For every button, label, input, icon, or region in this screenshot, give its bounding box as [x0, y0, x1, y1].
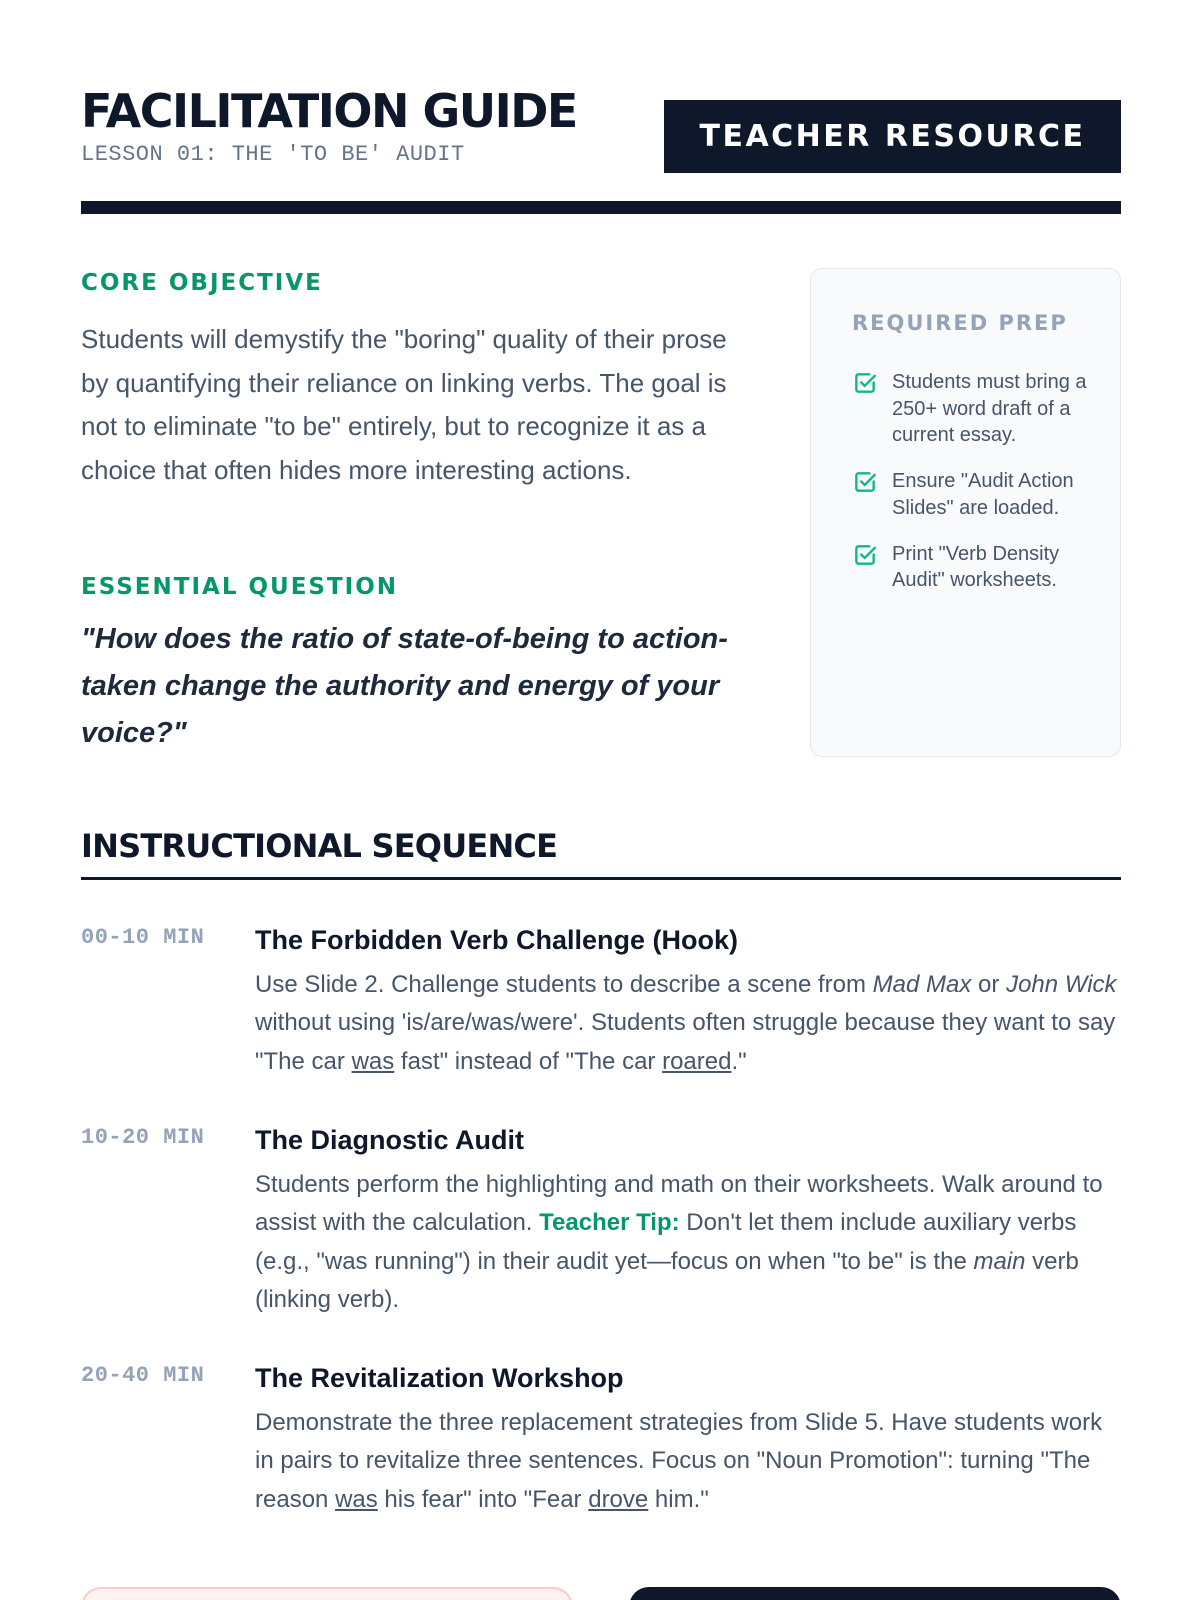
step-body — [255, 1363, 1119, 1519]
header-divider — [81, 201, 1121, 214]
step-time: 00-10 MIN — [81, 925, 205, 950]
step-title: The Diagnostic Audit — [255, 1125, 524, 1155]
underlined-verb: was — [351, 1047, 395, 1075]
film-title: John Wick — [1006, 971, 1117, 998]
step-description — [255, 1166, 1119, 1319]
page-header — [81, 84, 1121, 214]
step-text: Use Slide 2. Challenge students to describe a scene from — [255, 971, 873, 998]
instructional-sequence-title: INSTRUCTIONAL SEQUENCE — [81, 827, 558, 865]
prep-item — [852, 468, 1092, 521]
warning-card — [81, 1587, 573, 1600]
prep-item — [852, 541, 1092, 594]
step-time: 20-40 MIN — [81, 1363, 205, 1388]
step-text: ." — [731, 1047, 747, 1075]
facilitation-guide-page — [81, 0, 1121, 1600]
step-title: The Forbidden Verb Challenge (Hook) — [255, 925, 739, 955]
step-body — [255, 1125, 1119, 1319]
essential-question-text: "How does the ratio of state-of-being to action-taken change the authority and energy of your voice?" — [81, 623, 728, 749]
step-text: his fear" into "Fear — [377, 1485, 589, 1513]
essential-question-label: ESSENTIAL QUESTION — [81, 574, 399, 600]
step-text: him." — [648, 1485, 709, 1513]
step-title: The Revitalization Workshop — [255, 1363, 624, 1393]
teacher-tip-label: Teacher Tip: — [539, 1209, 680, 1237]
checkbox-checked-icon — [852, 542, 878, 568]
step-description — [255, 966, 1119, 1081]
prep-item-text: Ensure "Audit Action Slides" are loaded. — [892, 470, 1074, 519]
underlined-verb: roared — [662, 1047, 732, 1075]
lesson-subtitle: LESSON 01: THE 'TO BE' AUDIT — [81, 142, 465, 167]
film-title: Mad Max — [872, 971, 972, 998]
step-text: fast" instead of "The car — [394, 1047, 663, 1075]
underlined-verb: drove — [588, 1485, 649, 1513]
step-text: or — [971, 971, 1007, 998]
teacher-resource-badge: TEACHER RESOURCE — [664, 100, 1121, 173]
step-text: Demonstrate the three replacement strategies from Slide 5. Have students work in pairs to revitalize three sentences. Focus on "Noun Promotion": turning "The reason — [255, 1409, 1103, 1513]
prep-item — [852, 369, 1092, 449]
prep-item-text: Print "Verb Density Audit" worksheets. — [892, 542, 1060, 592]
step-text: Don't let them include auxiliary verbs (e.g., "was running") in their audit yet—focus on when "to be" is the — [255, 1209, 1077, 1275]
underlined-verb: was — [335, 1485, 378, 1513]
required-prep-title: REQUIRED PREP — [852, 311, 1068, 335]
step-text: Students perform the highlighting and math on their worksheets. Walk around to assist with the calculation. — [255, 1171, 1103, 1237]
prep-list — [852, 369, 1092, 613]
step-time: 10-20 MIN — [81, 1125, 205, 1150]
page-title: FACILITATION GUIDE — [81, 84, 577, 138]
step-body — [255, 925, 1119, 1081]
prep-item-text: Students must bring a 250+ word draft of a current essay. — [892, 371, 1087, 447]
checkbox-checked-icon — [852, 469, 878, 495]
step-text: verb (linking verb). — [255, 1247, 1079, 1313]
checkbox-checked-icon — [852, 370, 878, 396]
emphasis-text: main — [973, 1247, 1026, 1275]
core-objective-label: CORE OBJECTIVE — [81, 270, 323, 296]
required-prep-card — [810, 268, 1121, 757]
step-description — [255, 1404, 1119, 1519]
step-text: without using 'is/are/was/were'. Students often struggle because they want to say "The car — [255, 1009, 1116, 1075]
core-objective-text: Students will demystify the "boring" quality of their prose by quantifying their reliance on linking verbs. The goal is not to eliminate "to be" entirely, but to recognize it as a choice that often hides more interesting actions. — [81, 324, 727, 485]
dark-card — [629, 1587, 1121, 1600]
sequence-divider — [81, 877, 1121, 880]
